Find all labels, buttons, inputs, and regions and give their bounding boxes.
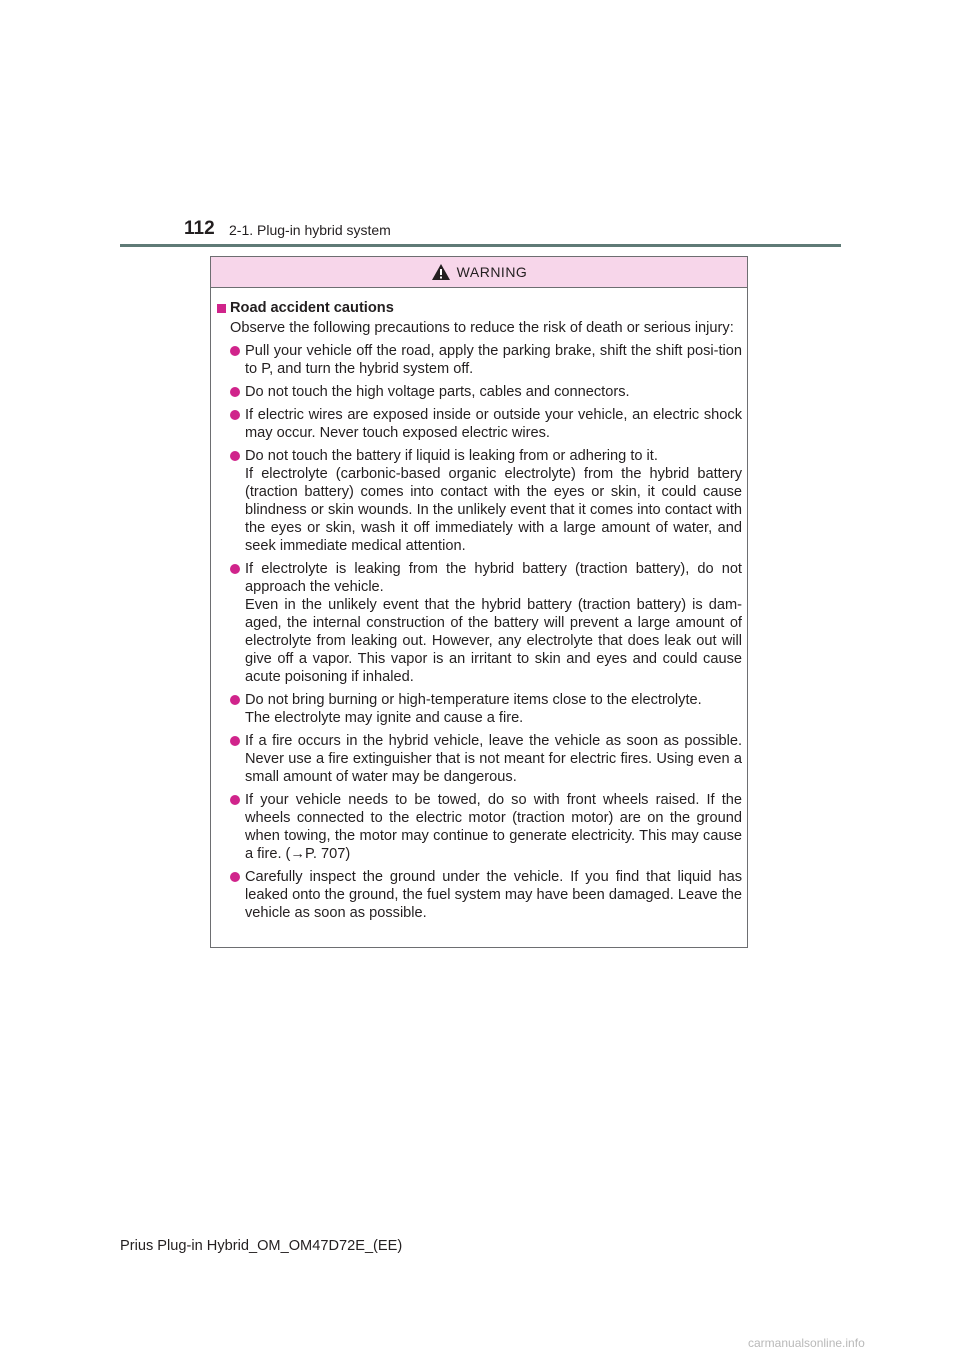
list-item [217,342,742,378]
topic-heading [217,299,742,317]
list-item-paragraph: The electrolyte may ignite and cause a fire. [245,710,524,726]
circle-bullet-icon [230,695,240,705]
list-item-paragraph: If electric wires are exposed inside or outside your vehicle, an electric shock may occur. Never touch exposed electric wires. [245,407,742,441]
document-id: Prius Plug-in Hybrid_OM_OM47D72E_(EE) [120,1238,403,1254]
list-item-text [245,868,742,922]
list-item [217,406,742,442]
list-item-paragraph: Carefully inspect the ground under the vehicle. If you find that liquid has leaked onto the ground, the fuel system may have been damaged. Leave the vehicle as soon as possible. [245,869,742,921]
list-item-paragraph: Pull your vehicle off the road, apply the parking brake, shift the shift posi-tion to P, and turn the hybrid system off. [245,343,742,377]
list-item-text [245,691,742,727]
list-item [217,868,742,922]
list-item-text [245,406,742,442]
warning-box [210,256,748,948]
header-rule [120,244,841,247]
list-item [217,560,742,686]
list-item-text [245,560,742,686]
watermark: carmanualsonline.info [748,1336,865,1350]
list-item-paragraph: Even in the unlikely event that the hybrid battery (traction battery) is dam-aged, the internal construction of the battery will prevent a large amount of electrolyte from leaking out. However, any electrolyte that does leak out will give off a vapor. This vapor is an irritant to skin and eyes and could cause acute poisoning if inhaled. [245,597,742,685]
circle-bullet-icon [230,736,240,746]
warning-header [211,257,747,288]
list-item-paragraph: If electrolyte (carbonic-based organic electrolyte) from the hybrid battery (traction battery) comes into contact with the eyes or skin, it could cause blindness or skin wounds. In the unlikely event that it comes into contact with the eyes or skin, wash it off immediately with a large amount of water, and seek immediate medical attention. [245,466,742,554]
list-item [217,791,742,863]
page-number: 112 [184,218,215,239]
list-item [217,691,742,727]
circle-bullet-icon [230,346,240,356]
topic-title: Road accident cautions [230,300,394,316]
list-item-paragraph: If your vehicle needs to be towed, do so with front wheels raised. If the wheels connected to the electric motor (traction motor) are on the ground when towing, the motor may continue to generate electricity. This may cause a fire. (→P. 707) [245,792,742,862]
list-item-text [245,342,742,378]
warning-triangle-icon [431,263,451,281]
circle-bullet-icon [230,410,240,420]
circle-bullet-icon [230,564,240,574]
list-item-text [245,447,742,555]
list-item-text [245,383,742,401]
list-item [217,383,742,401]
list-item-paragraph: If electrolyte is leaking from the hybrid battery (traction battery), do not approach the vehicle. [245,561,742,595]
list-item-paragraph: Do not touch the battery if liquid is leaking from or adhering to it. [245,448,658,464]
warning-list [217,342,742,922]
warning-body [211,288,747,922]
list-item-paragraph: Do not bring burning or high-temperature items close to the electrolyte. [245,692,702,708]
list-item-paragraph: Do not touch the high voltage parts, cables and connectors. [245,384,630,400]
list-item [217,732,742,786]
list-item [217,447,742,555]
circle-bullet-icon [230,872,240,882]
intro-text: Observe the following precautions to reduce the risk of death or serious injury: [230,320,734,336]
circle-bullet-icon [230,451,240,461]
circle-bullet-icon [230,387,240,397]
list-item-text [245,791,742,863]
list-item-paragraph: If a fire occurs in the hybrid vehicle, leave the vehicle as soon as possible. Never use a fire extinguisher that is not meant for electric fires. Using even a small amount of water may be dangerous. [245,733,742,785]
circle-bullet-icon [230,795,240,805]
section-title: 2-1. Plug-in hybrid system [229,222,391,238]
list-item-text [245,732,742,786]
warning-label: WARNING [456,264,528,280]
square-bullet-icon [217,304,226,313]
